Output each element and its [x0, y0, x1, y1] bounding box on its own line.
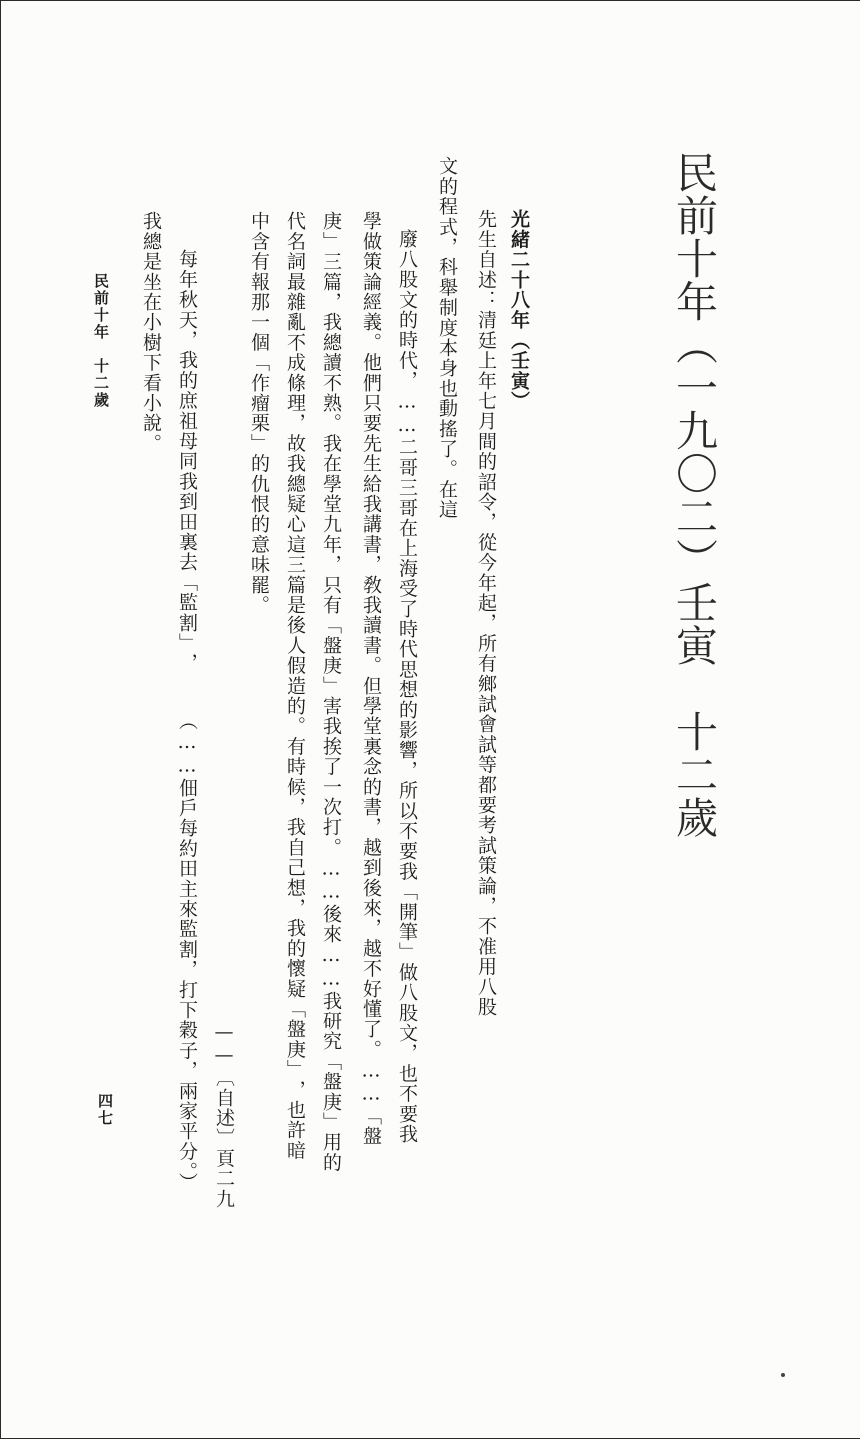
- text-line-note: ︵……佃戶每約田主來監割，打下穀子，兩家平分。︶: [176, 711, 198, 1193]
- text-line-6: 代名詞最雜亂不成條理，故我總疑心這三篇是後人假造的。有時候，我自己想，我的懷疑﹁盤庚﹂，也許暗: [284, 211, 306, 1161]
- text-line-last: 我總是坐在小樹下看小說。: [140, 211, 162, 454]
- source-citation: ——︹自述︺頁二九: [213, 1021, 235, 1209]
- page-number: 四七: [96, 1093, 114, 1127]
- text-line-7: 中含有報那一個﹁作瘤栗﹂的仇恨的意味罷。: [248, 211, 270, 615]
- chapter-heading: 民前十年︵一九〇二︶壬寅 十二歲: [670, 151, 719, 839]
- ink-speck: [781, 1373, 785, 1377]
- text-line-autumn: 每年秋天，我的庶祖母同我到田裏去﹁監割﹂，: [176, 249, 198, 674]
- text-line-3: 廢八股文的時代，……二哥三哥在上海受了時代思想的影響，所以不要我﹁開筆﹂做八股文，也不要我: [396, 229, 418, 1144]
- text-line-2: 文的程式，科舉制度本身也動搖了。在這: [436, 156, 458, 520]
- year-title: 光緒二十八年︵壬寅︶: [508, 209, 530, 411]
- running-head: 民前十年 十二歲: [92, 273, 110, 409]
- text-line-1: 先生自述：清廷上年七月間的詔令，從今年起，所有鄉試會試等都要考試策論，不准用八股: [475, 209, 497, 1017]
- text-line-4: 學做策論經義。他們只要先生給我講書，敎我讀書。但學堂裏念的書，越到後來，越不好懂了。……﹁盤: [360, 211, 382, 1147]
- text-line-5: 庚﹂三篇，我總讀不熟。我在學堂九年，只有﹁盤庚﹂害我挨了一次打。……後來……我研究﹁盤庚﹂用的: [320, 211, 342, 1173]
